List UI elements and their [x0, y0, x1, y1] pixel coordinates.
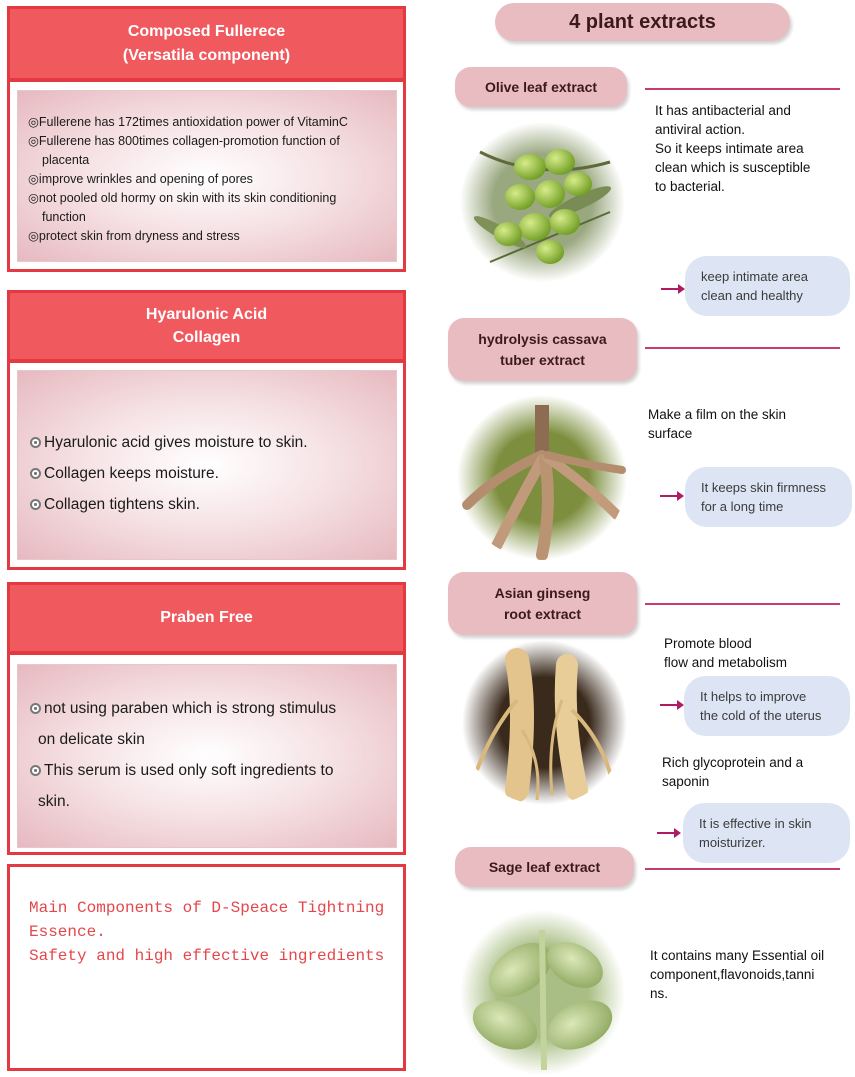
summary-text	[29, 896, 399, 968]
fullerene-inner	[18, 91, 396, 261]
summary-box	[7, 864, 406, 1071]
fullerene-list	[28, 113, 393, 246]
cassava-arrow-icon	[660, 495, 680, 497]
olive-bubble: keep intimate area clean and healthy	[685, 256, 850, 316]
olive-label: Olive leaf extract	[455, 67, 627, 107]
summary-line1: Main Components of D-Speace Tightning	[29, 899, 385, 917]
cassava-divider	[645, 347, 840, 349]
bullet-icon	[30, 437, 41, 448]
bullet-icon	[30, 499, 41, 510]
page-title: 4 plant extracts	[495, 3, 790, 41]
list-item: Hyarulonic acid gives moisture to skin.	[30, 427, 390, 458]
list-item: Collagen keeps moisture.	[30, 458, 390, 489]
bullet-icon	[30, 703, 41, 714]
hyaluronic-panel	[7, 360, 406, 570]
ginseng-photo	[462, 640, 627, 805]
olive-photo	[460, 122, 625, 282]
circle-bullet-icon: ◎	[28, 115, 39, 129]
sage-description: It contains many Essential oil component,flavonoids,tanni ns.	[650, 948, 825, 1001]
ginseng-arrow-icon-1	[660, 704, 680, 706]
list-item: skin.	[38, 793, 70, 810]
list-item: ◎Fullerene has 172times antioxidation power of VitaminC	[28, 115, 348, 129]
circle-bullet-icon: ◎	[28, 229, 39, 243]
hyaluronic-title-line2: Collagen	[172, 329, 241, 346]
bullet-icon	[30, 765, 41, 776]
list-item: Collagen tightens skin.	[30, 489, 390, 520]
list-item: ◎protect skin from dryness and stress	[28, 229, 240, 243]
paraben-header	[7, 582, 406, 654]
hyaluronic-header	[7, 290, 406, 362]
cassava-bubble: It keeps skin firmness for a long time	[685, 467, 852, 527]
summary-line3: Safety and high effective ingredients	[29, 947, 385, 965]
fullerene-panel	[7, 79, 406, 272]
paraben-title: Praben Free	[160, 609, 253, 627]
list-item: This serum is used only soft ingredients to	[30, 755, 392, 786]
list-item: ◎Fullerene has 800times collagen-promotion function of	[28, 134, 340, 148]
list-item: placenta	[42, 153, 90, 167]
sage-photo	[460, 910, 625, 1075]
cassava-description: Make a film on the skin surface	[648, 407, 787, 441]
paraben-inner	[18, 665, 396, 847]
ginseng-bubble-2: It is effective in skin moisturizer.	[683, 803, 850, 863]
list-item: not using paraben which is strong stimulus	[30, 693, 392, 724]
cassava-label: hydrolysis cassava tuber extract	[448, 318, 637, 381]
summary-line2: Essence.	[29, 923, 106, 941]
ginseng-divider	[645, 603, 840, 605]
fullerene-title-line2: (Versatila component)	[122, 46, 291, 64]
cassava-photo	[457, 395, 627, 560]
hyaluronic-inner	[18, 371, 396, 559]
fullerene-header	[7, 6, 406, 81]
paraben-list	[30, 693, 392, 817]
list-item: ◎improve wrinkles and opening of pores	[28, 172, 253, 186]
hyaluronic-title-line1: Hyarulonic Acid	[145, 305, 268, 323]
list-item: function	[42, 210, 86, 224]
circle-bullet-icon: ◎	[28, 134, 39, 148]
ginseng-description-1: Promote blood flow and metabolism	[664, 636, 788, 670]
olive-description: It has antibacterial and antiviral action. So it keeps intimate area clean which is susceptible to bacterial.	[655, 103, 811, 194]
fullerene-title-line1: Composed Fullerece	[127, 23, 286, 41]
bullet-icon	[30, 468, 41, 479]
ginseng-arrow-icon-2	[657, 832, 677, 834]
olive-arrow-icon	[661, 288, 681, 290]
olive-divider	[645, 88, 840, 90]
hyaluronic-list	[30, 427, 390, 520]
ginseng-bubble-1: It helps to improve the cold of the uterus	[684, 676, 850, 736]
circle-bullet-icon: ◎	[28, 172, 39, 186]
ginseng-label: Asian ginseng root extract	[448, 572, 637, 635]
sage-divider	[645, 868, 840, 870]
list-item: ◎not pooled old hormy on skin with its skin conditioning	[28, 191, 337, 205]
list-item: on delicate skin	[38, 731, 145, 748]
sage-label: Sage leaf extract	[455, 847, 634, 887]
paraben-panel	[7, 652, 406, 855]
ginseng-description-2: Rich glycoprotein and a saponin	[662, 755, 804, 789]
circle-bullet-icon: ◎	[28, 191, 39, 205]
